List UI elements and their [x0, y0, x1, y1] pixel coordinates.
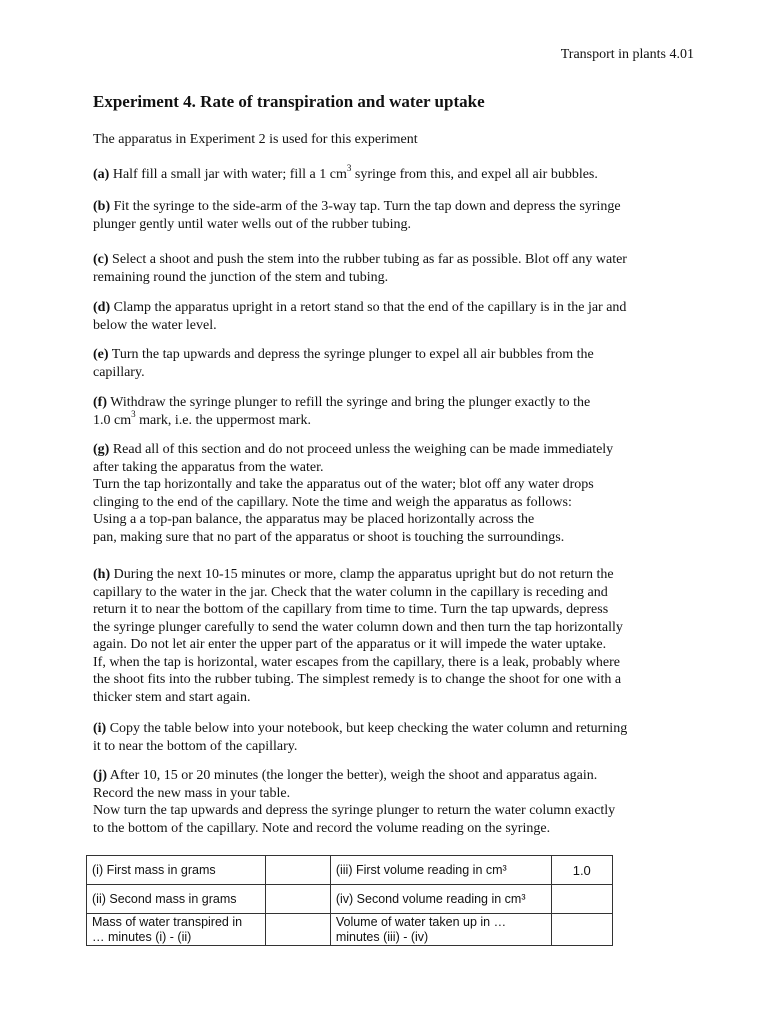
table-cell-second-volume-value	[551, 885, 612, 914]
step-a-text-end: syringe from this, and expel all air bubbles.	[351, 167, 598, 182]
step-f-line-2	[93, 408, 693, 430]
step-i-text: Copy the table below into your notebook, but keep checking the water column and returning	[106, 721, 628, 736]
step-d-text: Clamp the apparatus upright in a retort stand so that the end of the capillary is in the jar and	[110, 300, 627, 315]
step-g-line-2: after taking the apparatus from the water.	[93, 459, 324, 475]
table-cell-first-volume-label: (iii) First volume reading in cm³	[330, 856, 551, 885]
step-h-line-7: the shoot fits into the rubber tubing. The simplest remedy is to change the shoot for one with a	[93, 672, 622, 687]
experiment-title: Experiment 4. Rate of transpiration and water uptake	[93, 92, 485, 111]
step-f-letter: (f)	[93, 395, 107, 410]
step-h	[93, 566, 693, 706]
step-g-line-4: clinging to the end of the capillary. Note the time and weigh the apparatus as follows:	[93, 494, 572, 510]
step-i-line-2: it to near the bottom of the capillary.	[93, 738, 298, 754]
superscript: 3	[346, 163, 352, 174]
step-h-line-8: thicker stem and start again.	[93, 689, 251, 705]
table-row	[87, 914, 613, 946]
step-d-line-1	[93, 299, 693, 317]
step-j-line-1	[93, 767, 693, 785]
step-h-line-4: the syringe plunger carefully to send the water column down and then turn the tap horizontally	[93, 619, 623, 635]
step-a-text: Half fill a small jar with water; fill a 1 cm	[109, 167, 347, 182]
step-h-line-5: again. Do not let air enter the upper part of the apparatus or it will impede the water uptake.	[93, 637, 607, 652]
step-h-letter: (h)	[93, 567, 111, 582]
superscript: 3	[131, 408, 136, 419]
step-f-line-1	[93, 394, 693, 412]
step-h-line-2: capillary to the water in the jar. Check that the water column in the capillary is receding and	[93, 584, 608, 600]
step-j-line-3: Now turn the tap upwards and depress the syringe plunger to return the water column exactly	[93, 803, 616, 818]
step-h-text: During the next 10-15 minutes or more, clamp the apparatus upright but do not return the	[110, 567, 614, 582]
step-h-line-3: return it to near the bottom of the capillary from time to time. Turn the tap upwards, depress	[93, 602, 609, 617]
step-f-text-2: 1.0 cm	[93, 412, 132, 428]
step-d-line-2: below the water level.	[93, 317, 217, 333]
intro-text: The apparatus in Experiment 2 is used for this experiment	[93, 132, 418, 147]
step-f	[93, 394, 693, 429]
step-a-line-1	[93, 163, 693, 184]
running-header: Transport in plants 4.01	[560, 47, 694, 62]
step-h-line-6: If, when the tap is horizontal, water escapes from the capillary, there is a leak, probably where	[93, 654, 620, 670]
table-cell-volume-taken-label	[330, 914, 551, 946]
step-c-line-2: remaining round the junction of the stem and tubing.	[93, 269, 389, 285]
step-g	[93, 441, 693, 546]
table-row	[87, 885, 613, 914]
step-i-line-1	[93, 720, 693, 738]
step-e	[93, 346, 693, 381]
step-i	[93, 720, 693, 755]
step-b-letter: (b)	[93, 199, 111, 214]
cell-line: Mass of water transpired in	[92, 915, 243, 929]
step-e-line-2: capillary.	[93, 364, 145, 380]
step-e-line-1	[93, 346, 693, 364]
step-g-line-5: Using a a top-pan balance, the apparatus may be placed horizontally across the	[93, 512, 535, 527]
table-cell-second-mass-value	[266, 885, 330, 914]
step-c-line-1	[93, 251, 693, 269]
step-j-text: After 10, 15 or 20 minutes (the longer the better), weigh the shoot and apparatus again.	[107, 768, 598, 783]
step-e-letter: (e)	[93, 347, 109, 362]
step-j	[93, 767, 693, 837]
step-e-text: Turn the tap upwards and depress the syringe plunger to expel all air bubbles from the	[108, 347, 594, 362]
step-d-letter: (d)	[93, 300, 111, 315]
step-g-text: Read all of this section and do not proceed unless the weighing can be made immediately	[109, 442, 614, 457]
table-cell-first-mass-value	[266, 856, 330, 885]
step-b-text: Fit the syringe to the side-arm of the 3-way tap. Turn the tap down and depress the syringe	[110, 199, 621, 214]
step-i-letter: (i)	[93, 721, 107, 736]
table-cell-first-volume-value: 1.0	[551, 856, 612, 885]
step-b	[93, 198, 693, 233]
step-a-letter: (a)	[93, 167, 110, 182]
step-g-line-1	[93, 441, 693, 459]
step-j-line-4: to the bottom of the capillary. Note and record the volume reading on the syringe.	[93, 820, 551, 836]
step-f-text-3: mark, i.e. the uppermost mark.	[135, 412, 311, 428]
step-g-line-3: Turn the tap horizontally and take the apparatus out of the water; blot off any water drops	[93, 477, 594, 492]
table-cell-first-mass-label: (i) First mass in grams	[87, 856, 266, 885]
step-j-letter: (j)	[93, 768, 107, 783]
step-h-line-1	[93, 566, 693, 584]
table-cell-second-mass-label: (ii) Second mass in grams	[87, 885, 266, 914]
step-g-line-6: pan, making sure that no part of the apparatus or shoot is touching the surroundings.	[93, 529, 565, 545]
step-b-line-1	[93, 198, 693, 216]
cell-line: minutes (iii) - (iv)	[335, 930, 429, 944]
step-d	[93, 299, 693, 334]
table-cell-second-volume-label: (iv) Second volume reading in cm³	[330, 885, 551, 914]
results-table	[86, 855, 613, 946]
step-j-line-2: Record the new mass in your table.	[93, 785, 291, 801]
step-c-letter: (c)	[93, 252, 109, 267]
step-c	[93, 251, 693, 286]
table-cell-mass-transpired-value	[266, 914, 330, 946]
cell-line: Volume of water taken up in …	[335, 915, 507, 929]
table-row	[87, 856, 613, 885]
step-f-text: Withdraw the syringe plunger to refill the syringe and bring the plunger exactly to the	[107, 395, 591, 410]
cell-line: … minutes (i) - (ii)	[92, 930, 192, 944]
step-c-text: Select a shoot and push the stem into the rubber tubing as far as possible. Blot off any water	[108, 252, 627, 267]
step-a	[93, 163, 693, 184]
step-b-line-2: plunger gently until water wells out of the rubber tubing.	[93, 216, 412, 232]
step-g-letter: (g)	[93, 442, 110, 457]
table-cell-volume-taken-value	[551, 914, 612, 946]
table-cell-mass-transpired-label	[87, 914, 266, 946]
